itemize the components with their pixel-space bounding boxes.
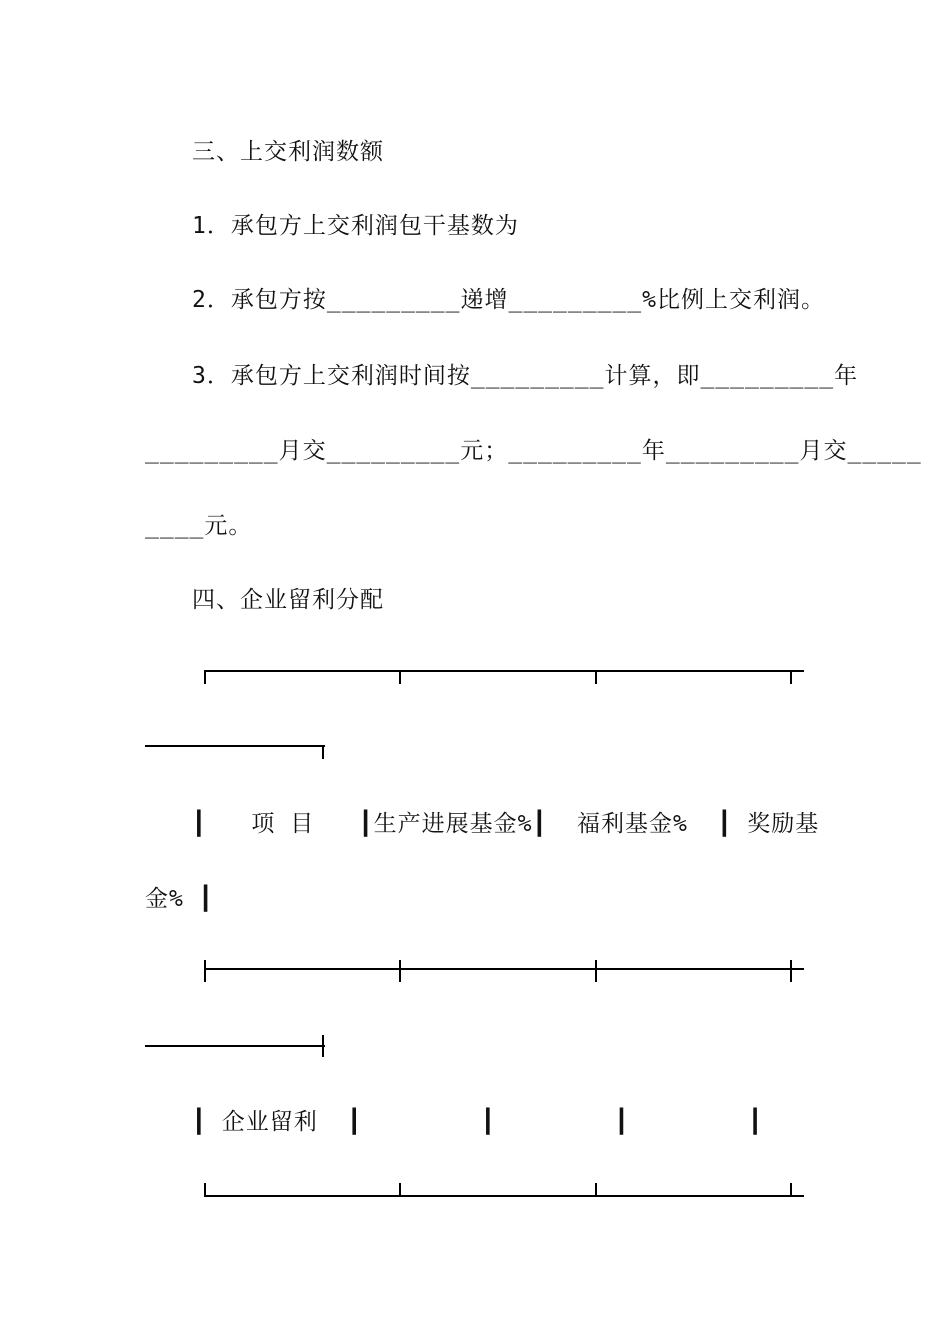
item-3-line-2: _________月交_________元；_________年_________月交_____	[145, 438, 922, 464]
table-header-line-1: ┃ 项 目 ┃生产进展基金%┃ 福利基金% ┃ 奖励基	[192, 811, 820, 837]
table-header-line-2: 金% ┃	[145, 886, 214, 912]
section4-heading: 四、企业留利分配	[192, 587, 384, 613]
section3-heading: 三、上交利润数额	[192, 139, 384, 165]
item-3-line-3: ____元。	[145, 513, 253, 539]
item-3-line-1: 3．承包方上交利润时间按_________计算，即_________年	[192, 363, 859, 389]
item-1: 1．承包方上交利润包干基数为	[192, 213, 519, 239]
table-row-enterprise-retained-profit: ┃ 企业留利 ┃ ┃ ┃ ┃	[192, 1109, 764, 1135]
item-2: 2．承包方按_________递增_________%比例上交利润。	[192, 287, 825, 313]
